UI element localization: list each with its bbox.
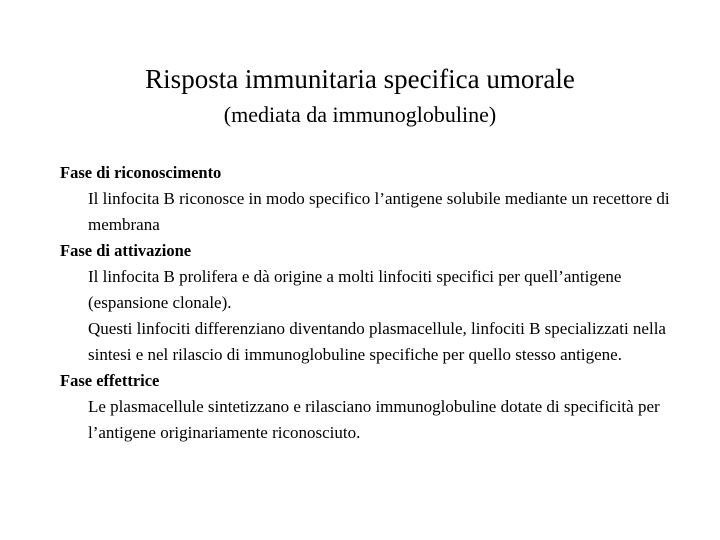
phase-recognition — [60, 160, 680, 238]
slide-subtitle: (mediata da immunoglobuline) — [223, 102, 497, 127]
phase-heading: Fase effettrice — [60, 371, 160, 390]
phase-activation — [60, 238, 680, 368]
phase-paragraph: Il linfocita B prolifera e dà origine a molti linfociti specifici per quell’antigene (espansione clonale). — [88, 267, 622, 312]
phase-paragraph: Le plasmacellule sintetizzano e rilasciano immunoglobuline dotate di specificità per l’antigene originariamente riconosciuto. — [88, 397, 660, 442]
slide-title: Risposta immunitaria specifica umorale — [145, 64, 575, 94]
slide-body — [60, 160, 680, 446]
phase-paragraph: Questi linfociti differenziano diventando plasmacellule, linfociti B specializzati nella sintesi e nel rilascio di immunoglobuline specifiche per quello stesso antigene. — [88, 319, 666, 364]
phase-heading: Fase di attivazione — [60, 241, 192, 260]
phase-paragraph: Il linfocita B riconosce in modo specifico l’antigene solubile mediante un recettore di membrana — [88, 189, 670, 234]
phase-heading: Fase di riconoscimento — [60, 163, 222, 182]
phase-effector — [60, 368, 680, 446]
